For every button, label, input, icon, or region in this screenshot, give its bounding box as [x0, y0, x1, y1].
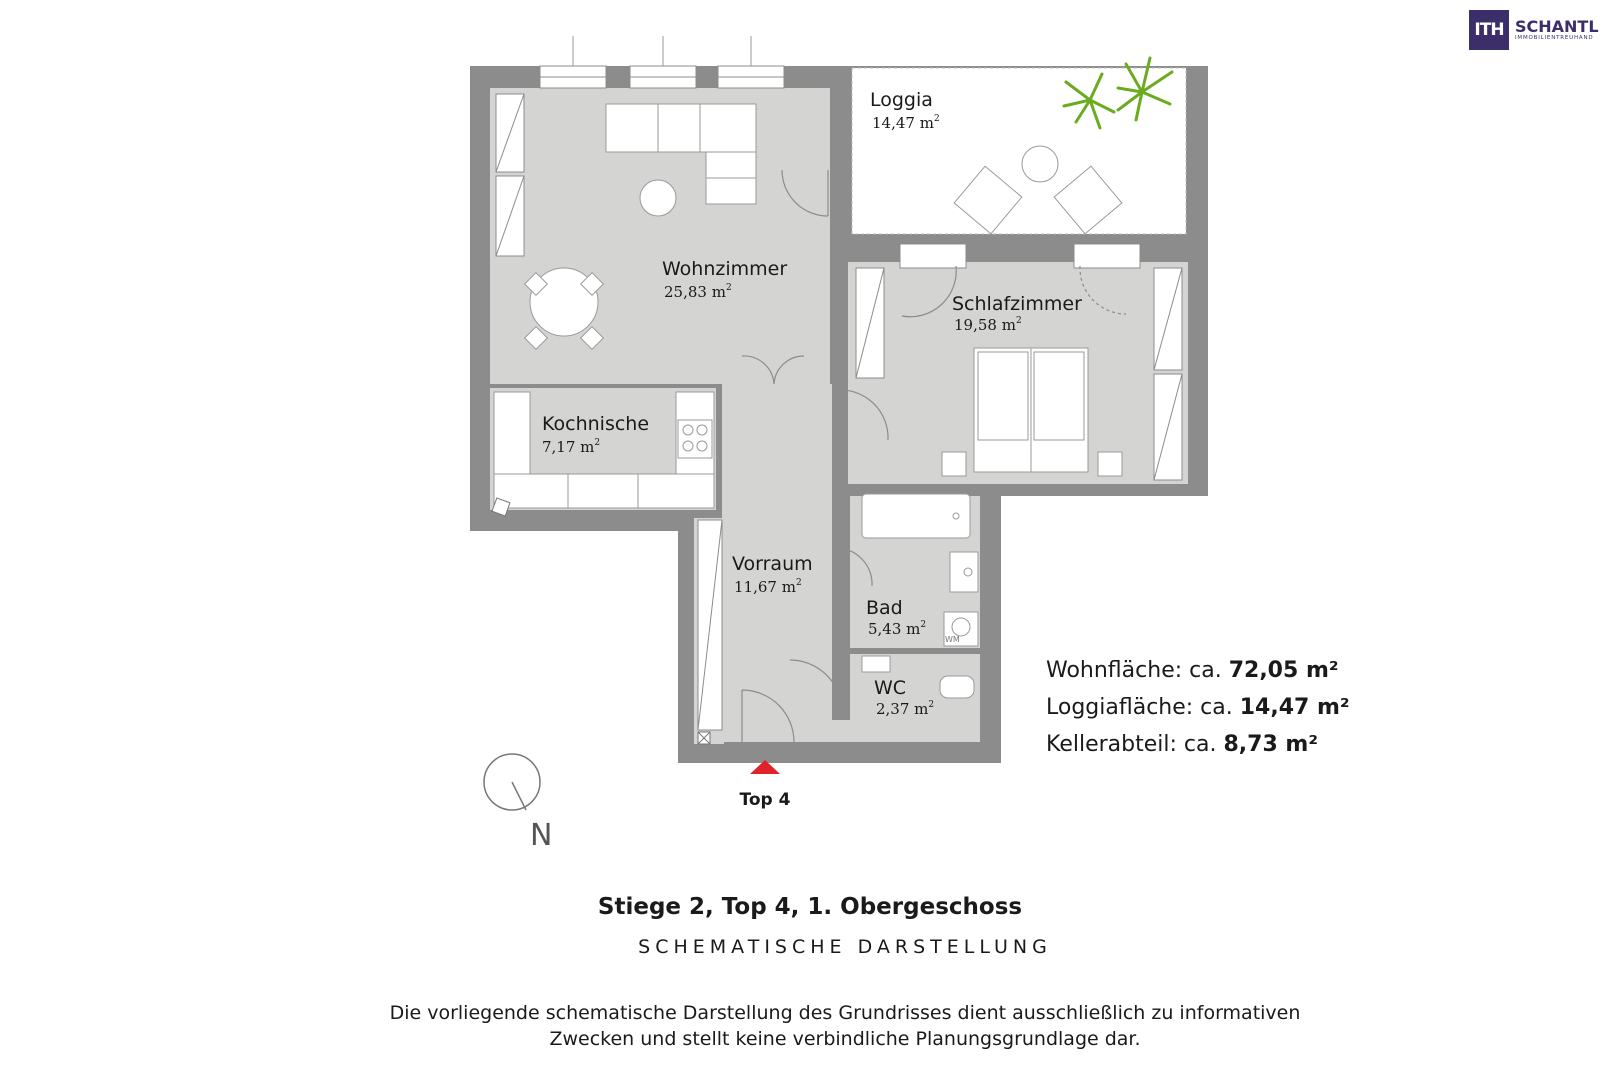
disclaimer-line-2: Zwecken und stellt keine verbindliche Planungsgrundlage dar.	[549, 1028, 1141, 1050]
loggia-table	[1022, 146, 1058, 182]
room-area-wohnzimmer: 25,83 $m^2$	[664, 283, 732, 301]
stove	[678, 420, 712, 458]
logo-name: SCHANTL	[1515, 17, 1599, 36]
plan-title: Stiege 2, Top 4, 1. Obergeschoss	[597, 894, 1023, 920]
north-label: N	[530, 818, 553, 853]
floor-corridor-link	[722, 720, 980, 742]
room-name-wohnzimmer: Wohnzimmer	[662, 258, 788, 280]
room-name-bad: Bad	[866, 597, 903, 619]
north-compass-icon	[484, 754, 540, 810]
sofa	[606, 104, 756, 152]
fixtures	[492, 498, 710, 744]
area-row-kellerabteil: Kellerabteil: ca. 8,73 m²	[1046, 732, 1318, 757]
toilet	[940, 676, 974, 698]
disclaimer-line-1: Die vorliegende schematische Darstellung des Grundrisses dient ausschließlich zu informativen	[389, 1002, 1301, 1024]
room-area-schlafzimmer: 19,58 $m^2$	[954, 316, 1022, 334]
room-area-kochnische: 7,17 $m^2$	[542, 438, 601, 456]
room-name-loggia: Loggia	[870, 89, 933, 111]
area-row-loggiaflaeche: Loggiafläche: ca. 14,47 m²	[1046, 695, 1350, 720]
plan-subtitle: SCHEMATISCHE DARSTELLUNG	[638, 936, 1052, 958]
room-name-vorraum: Vorraum	[732, 553, 813, 575]
room-name-kochnische: Kochnische	[542, 413, 650, 435]
entrance-label: Top 4	[739, 790, 791, 810]
room-area-bad: 5,43 $m^2$	[868, 620, 927, 638]
room-area-vorraum: 11,67 $m^2$	[734, 578, 802, 596]
area-summary	[1046, 658, 1350, 769]
room-name-wc: WC	[874, 677, 907, 699]
disclaimer	[0, 1000, 1620, 1052]
coffee-table	[640, 180, 676, 216]
washing-machine-label: WM	[945, 635, 960, 644]
logo-mark: ITH	[1469, 10, 1509, 50]
area-row-wohnflaeche: Wohnfläche: ca. 72,05 m²	[1046, 658, 1339, 683]
room-area-loggia: 14,47 $m^2$	[872, 114, 940, 132]
logo-subtitle: IMMOBILIENTREUHAND	[1515, 35, 1594, 41]
room-area-wc: 2,37 $m^2$	[876, 700, 935, 718]
room-name-schlafzimmer: Schlafzimmer	[952, 293, 1082, 315]
